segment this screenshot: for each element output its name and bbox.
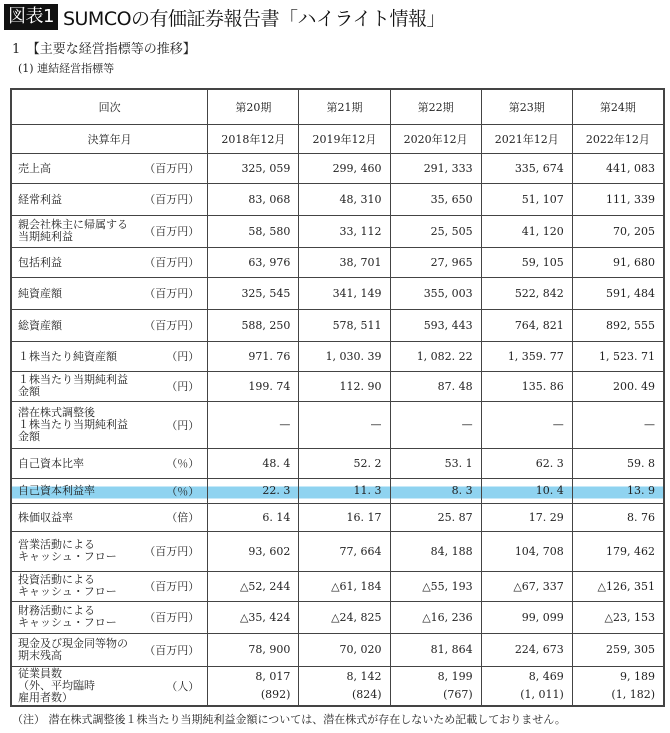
row-unit: （百万円） xyxy=(144,611,200,624)
value-cell: 78, 900 xyxy=(208,633,299,666)
value-cell: 588, 250 xyxy=(208,309,299,341)
value-cell: 99, 099 xyxy=(481,601,572,633)
value-cell: 59. 8 xyxy=(572,448,664,478)
row-unit: （人） xyxy=(166,679,200,693)
row-unit: （百万円） xyxy=(144,162,200,175)
value-cell: — xyxy=(299,401,390,448)
value-cell: 77, 664 xyxy=(299,531,390,571)
row-label-text: 営業活動による キャッシュ・フロー xyxy=(18,538,117,563)
row-label xyxy=(11,601,208,633)
row-label-text: 現金及び現金同等物の 期末残高 xyxy=(18,636,128,662)
header-row xyxy=(11,89,664,124)
value-cell: 299, 460 xyxy=(299,153,390,183)
temp-employee-count: (1, 011) xyxy=(520,687,564,701)
value-cell: 93, 602 xyxy=(208,531,299,571)
table-row xyxy=(11,215,664,247)
row-label-text: 投資活動による キャッシュ・フロー xyxy=(18,573,117,598)
row-label xyxy=(11,633,208,666)
employee-count: 8, 142 xyxy=(346,669,382,683)
value-cell: 224, 673 xyxy=(481,633,572,666)
value-cell: 1, 082. 22 xyxy=(390,341,481,371)
value-cell: 38, 701 xyxy=(299,247,390,277)
value-cell: 355, 003 xyxy=(390,277,481,309)
employee-count: 8, 199 xyxy=(437,669,473,683)
value-cell: 48, 310 xyxy=(299,183,390,215)
row-label xyxy=(11,277,208,309)
value-cell: 764, 821 xyxy=(481,309,572,341)
value-cell: 51, 107 xyxy=(481,183,572,215)
row-label-text: 自己資本利益率 xyxy=(18,484,95,497)
value-cell: 259, 305 xyxy=(572,633,664,666)
value-cell: 35, 650 xyxy=(390,183,481,215)
row-unit: （百万円） xyxy=(144,319,200,332)
row-label-text: 純資産額 xyxy=(18,286,62,300)
row-label xyxy=(11,666,208,706)
financial-highlights-table xyxy=(10,88,665,707)
value-cell: 578, 511 xyxy=(299,309,390,341)
value-cell: 70, 020 xyxy=(299,633,390,666)
value-cell: △61, 184 xyxy=(299,571,390,601)
value-cell: 13. 9 xyxy=(572,478,664,503)
value-cell: — xyxy=(572,401,664,448)
row-label xyxy=(11,401,208,448)
value-cell: — xyxy=(208,401,299,448)
value-cell: 11. 3 xyxy=(299,478,390,503)
row-label-text: 株価収益率 xyxy=(18,510,73,524)
row-label-text: 親会社株主に帰属する 当期純利益 xyxy=(18,218,128,243)
value-cell xyxy=(481,666,572,706)
value-cell: 84, 188 xyxy=(390,531,481,571)
figure-title xyxy=(4,3,445,31)
row-label-text: 自己資本比率 xyxy=(18,456,84,470)
value-cell: 971. 76 xyxy=(208,341,299,371)
value-cell: 41, 120 xyxy=(481,215,572,247)
section-heading: 1 【主要な経営指標等の推移】 xyxy=(12,42,196,57)
value-cell: 335, 674 xyxy=(481,153,572,183)
value-cell xyxy=(390,666,481,706)
value-cell: △24, 825 xyxy=(299,601,390,633)
row-label-text: 潜在株式調整後 １株当たり当期純利益 金額 xyxy=(18,405,128,443)
value-cell: △55, 193 xyxy=(390,571,481,601)
row-label-text: １株当たり純資産額 xyxy=(18,349,117,363)
value-cell: 33, 112 xyxy=(299,215,390,247)
row-label xyxy=(11,448,208,478)
row-label-text: 包括利益 xyxy=(18,255,62,269)
row-label xyxy=(11,309,208,341)
value-cell: 70, 205 xyxy=(572,215,664,247)
value-cell: 135. 86 xyxy=(481,371,572,401)
value-cell: △23, 153 xyxy=(572,601,664,633)
value-cell: 91, 680 xyxy=(572,247,664,277)
employees-row xyxy=(11,666,664,706)
table-row xyxy=(11,153,664,183)
table-row xyxy=(11,478,664,503)
row-label xyxy=(11,183,208,215)
value-cell: 325, 059 xyxy=(208,153,299,183)
row-unit: （百万円） xyxy=(144,256,200,269)
fiscal-date: 2020年12月 xyxy=(390,124,481,153)
value-cell: △67, 337 xyxy=(481,571,572,601)
value-cell: 17. 29 xyxy=(481,503,572,531)
figure-title-text: SUMCOの有価証券報告書「ハイライト情報」 xyxy=(62,7,445,30)
value-cell: 441, 083 xyxy=(572,153,664,183)
row-label xyxy=(11,247,208,277)
employee-count: 9, 189 xyxy=(620,669,655,683)
row-unit: （百万円） xyxy=(144,580,200,593)
value-cell: △52, 244 xyxy=(208,571,299,601)
row-unit: （円） xyxy=(166,380,200,393)
row-label xyxy=(11,503,208,531)
value-cell: 48. 4 xyxy=(208,448,299,478)
temp-employee-count: (1, 182) xyxy=(611,687,655,701)
value-cell: 25, 505 xyxy=(390,215,481,247)
employee-count: 8, 469 xyxy=(528,669,564,683)
table-row xyxy=(11,309,664,341)
value-cell xyxy=(299,666,390,706)
fiscal-label: 決算年月 xyxy=(11,124,208,153)
row-label xyxy=(11,215,208,247)
temp-employee-count: (892) xyxy=(260,687,291,701)
value-cell: 63, 976 xyxy=(208,247,299,277)
row-unit: （百万円） xyxy=(144,545,200,558)
header-label: 回次 xyxy=(11,89,208,124)
value-cell: 1, 523. 71 xyxy=(572,341,664,371)
row-label xyxy=(11,153,208,183)
temp-employee-count: (767) xyxy=(443,687,473,701)
period-header: 第23期 xyxy=(481,89,572,124)
value-cell: 200. 49 xyxy=(572,371,664,401)
table-row xyxy=(11,571,664,601)
table-row xyxy=(11,371,664,401)
value-cell: 53. 1 xyxy=(390,448,481,478)
table-row xyxy=(11,247,664,277)
value-cell: 62. 3 xyxy=(481,448,572,478)
table-row xyxy=(11,448,664,478)
value-cell: 199. 74 xyxy=(208,371,299,401)
value-cell: 6. 14 xyxy=(208,503,299,531)
value-cell: 22. 3 xyxy=(208,478,299,503)
footnote: （注） 潜在株式調整後１株当たり当期純利益金額については、潜在株式が存在しないため記載しておりません。 xyxy=(12,713,566,726)
fiscal-date: 2018年12月 xyxy=(208,124,299,153)
period-header: 第24期 xyxy=(572,89,664,124)
value-cell: 522, 842 xyxy=(481,277,572,309)
row-label-text: 従業員数 （外、平均臨時 雇用者数） xyxy=(18,666,95,704)
value-cell xyxy=(208,666,299,706)
value-cell: 81, 864 xyxy=(390,633,481,666)
value-cell: 59, 105 xyxy=(481,247,572,277)
fiscal-row xyxy=(11,124,664,153)
row-label xyxy=(11,341,208,371)
row-label xyxy=(11,571,208,601)
value-cell: 591, 484 xyxy=(572,277,664,309)
table-row xyxy=(11,633,664,666)
table-row xyxy=(11,503,664,531)
value-cell: 25. 87 xyxy=(390,503,481,531)
value-cell: 52. 2 xyxy=(299,448,390,478)
value-cell: 8. 3 xyxy=(390,478,481,503)
value-cell: — xyxy=(390,401,481,448)
period-header: 第20期 xyxy=(208,89,299,124)
row-unit: （％） xyxy=(166,484,200,498)
subsection-heading: (1) 連結経営指標等 xyxy=(18,62,115,75)
value-cell: 892, 555 xyxy=(572,309,664,341)
value-cell: 10. 4 xyxy=(481,478,572,503)
figure-badge: 図表1 xyxy=(4,4,58,30)
value-cell: 87. 48 xyxy=(390,371,481,401)
value-cell: 58, 580 xyxy=(208,215,299,247)
value-cell: — xyxy=(481,401,572,448)
table-row xyxy=(11,601,664,633)
row-label xyxy=(11,371,208,401)
value-cell: △16, 236 xyxy=(390,601,481,633)
row-unit: （倍） xyxy=(166,511,200,524)
row-unit: （百万円） xyxy=(144,643,200,657)
period-header: 第21期 xyxy=(299,89,390,124)
row-unit: （円） xyxy=(166,350,200,363)
row-label-text: 財務活動による キャッシュ・フロー xyxy=(18,604,117,629)
value-cell: 8. 76 xyxy=(572,503,664,531)
value-cell: 325, 545 xyxy=(208,277,299,309)
value-cell: 111, 339 xyxy=(572,183,664,215)
value-cell: 179, 462 xyxy=(572,531,664,571)
row-unit: （百万円） xyxy=(144,287,200,300)
row-label-text: 総資産額 xyxy=(18,318,62,332)
value-cell: 1, 359. 77 xyxy=(481,341,572,371)
value-cell: 16. 17 xyxy=(299,503,390,531)
period-header: 第22期 xyxy=(390,89,481,124)
row-label xyxy=(11,531,208,571)
table-row xyxy=(11,277,664,309)
row-unit: （百万円） xyxy=(144,225,200,238)
temp-employee-count: (824) xyxy=(351,687,382,701)
value-cell: 27, 965 xyxy=(390,247,481,277)
row-unit: （％） xyxy=(166,457,200,470)
table-row xyxy=(11,401,664,448)
table-row xyxy=(11,183,664,215)
value-cell: 291, 333 xyxy=(390,153,481,183)
value-cell: 341, 149 xyxy=(299,277,390,309)
row-label-text: 経常利益 xyxy=(18,192,62,206)
fiscal-date: 2022年12月 xyxy=(572,124,664,153)
value-cell: 593, 443 xyxy=(390,309,481,341)
row-label-text: 売上高 xyxy=(18,161,51,175)
row-label-text: １株当たり当期純利益 金額 xyxy=(18,373,128,398)
employee-count: 8, 017 xyxy=(255,669,291,683)
row-unit: （円） xyxy=(166,418,200,432)
value-cell: △35, 424 xyxy=(208,601,299,633)
value-cell: 1, 030. 39 xyxy=(299,341,390,371)
row-unit: （百万円） xyxy=(144,193,200,206)
table-row xyxy=(11,531,664,571)
value-cell: 112. 90 xyxy=(299,371,390,401)
value-cell: 104, 708 xyxy=(481,531,572,571)
table-row xyxy=(11,341,664,371)
value-cell: △126, 351 xyxy=(572,571,664,601)
value-cell xyxy=(572,666,664,706)
fiscal-date: 2021年12月 xyxy=(481,124,572,153)
row-label xyxy=(11,478,208,503)
value-cell: 83, 068 xyxy=(208,183,299,215)
fiscal-date: 2019年12月 xyxy=(299,124,390,153)
